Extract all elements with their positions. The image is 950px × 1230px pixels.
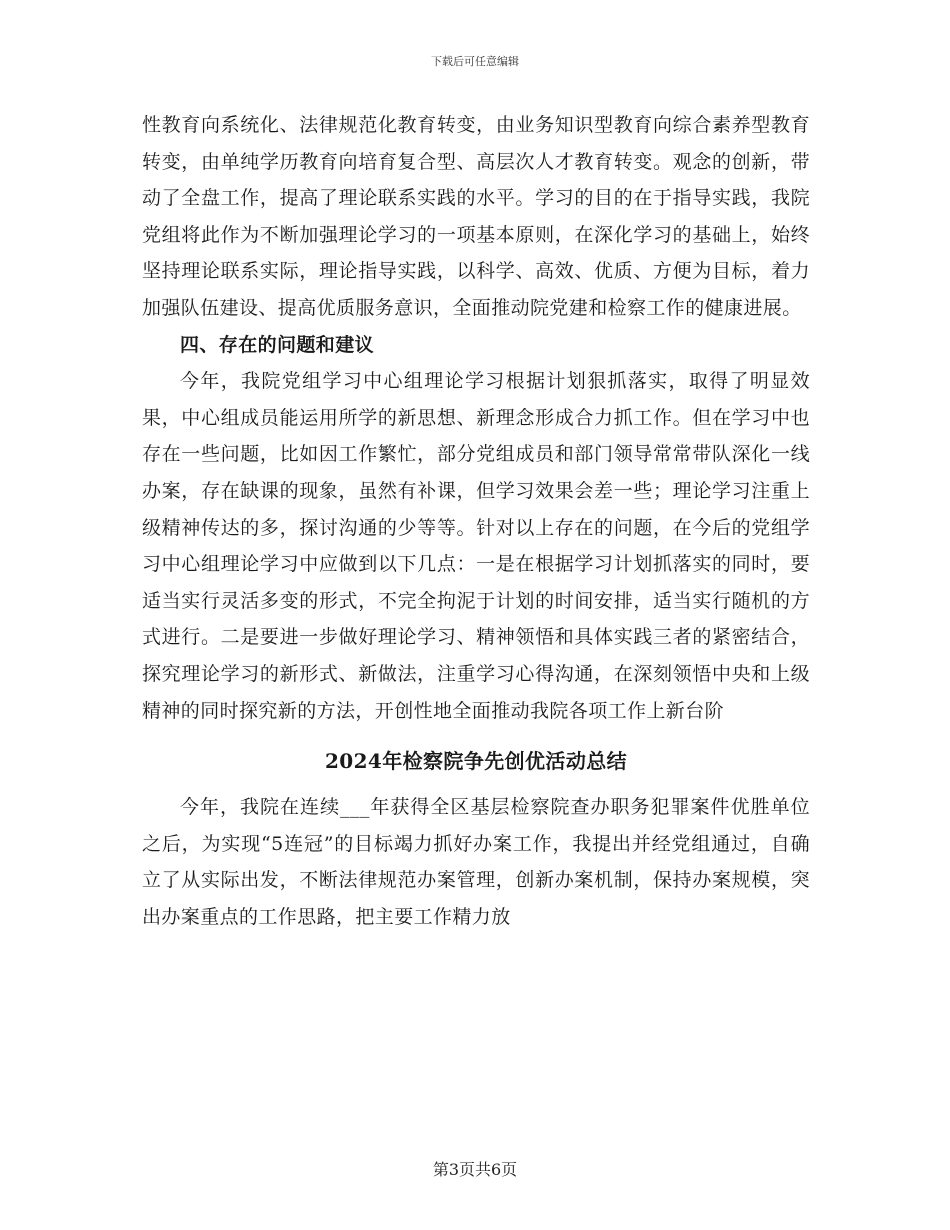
page-header: 下载后可任意编辑 xyxy=(431,55,519,68)
document-title: 2024年检察院争先创优活动总结 xyxy=(324,749,628,774)
paragraph-continued: 性教育向系统化、法律规范化教育转变，由业务知识型教育向综合素养型教育转变，由单纯学历教育向培育复合型、高层次人才教育转变。观念的创新，带动了全盘工作，提高了理论联系实践的水平。学习的目的在于指导实践，我院党组将此作为不断加强理论学习的一项基本原则，在深化学习的基础上，始终坚持理论联系实际，理论指导实践，以科学、高效、优质、方便为目标，着力加强队伍建设、提高优质服务意识，全面推动院党建和检察工作的健康进展。 xyxy=(142,114,810,319)
page-footer: 第3页共6页 xyxy=(432,1160,518,1179)
paragraph-problems: 今年，我院党组学习中心组理论学习根据计划狠抓落实，取得了明显效果，中心组成员能运用所学的新思想、新理念形成合力抓工作。但在学习中也存在一些问题，比如因工作繁忙，部分党组成员和部门领导常常带队深化一线办案，存在缺课的现象，虽然有补课，但学习效果会差一些；理论学习注重上级精神传达的多，探讨沟通的少等等。针对以上存在的问题，在今后的党组学习中心组理论学习中应做到以下几点：一是在根据学习计划抓落实的同时，要适当实行灵活多变的形式，不完全拘泥于计划的时间安排，适当实行随机的方式进行。二是要进一步做好理论学习、精神领悟和具体实践三者的紧密结合，探究理论学习的新形式、新做法，注重学习心得沟通，在深刻领悟中央和上级精神的同时探究新的方法，开创性地全面推动我院各项工作上新台阶 xyxy=(142,370,810,722)
section-heading: 四、存在的问题和建议 xyxy=(180,333,375,356)
document-body xyxy=(142,107,810,935)
paragraph-summary-intro: 今年，我院在连续___年获得全区基层检察院查办职务犯罪案件优胜单位之后，为实现“5连冠”的目标竭力抓好办案工作，我提出并经党组通过，自确立了从实际出发，不断法律规范办案管理，创新办案机制，保持办案规模，突出办案重点的工作思路，把主要工作精力放 xyxy=(142,796,810,928)
